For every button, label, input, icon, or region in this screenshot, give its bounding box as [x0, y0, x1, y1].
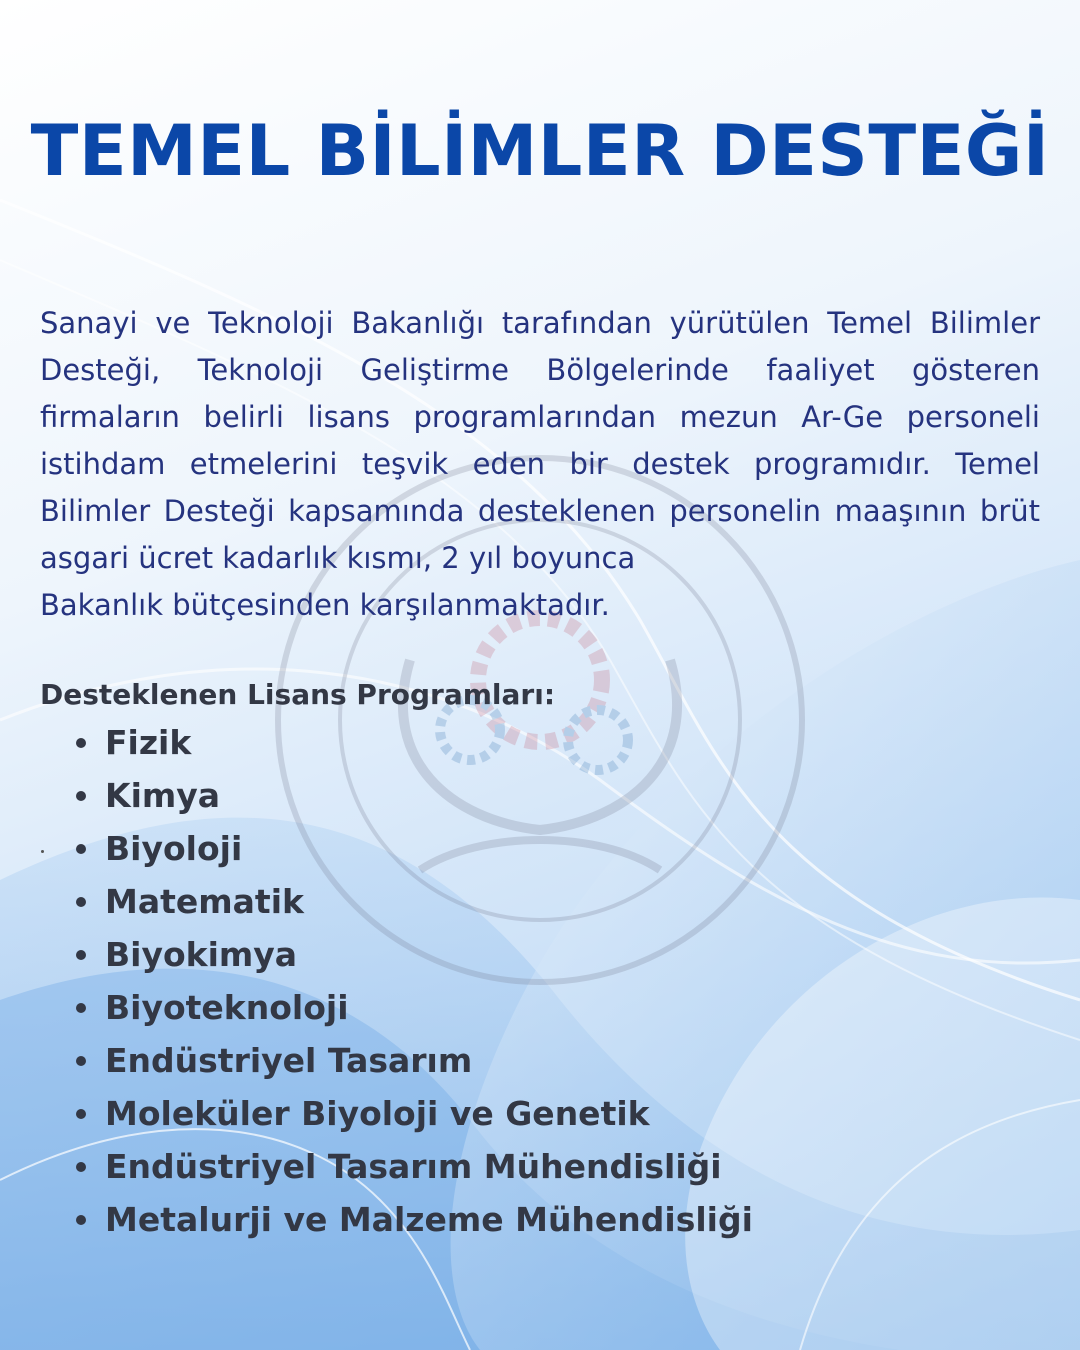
page-title: TEMEL BİLİMLER DESTEĞİ — [30, 110, 1050, 192]
bullet-icon — [76, 1109, 86, 1119]
programs-list — [70, 716, 753, 1246]
program-label: Biyoloji — [105, 829, 243, 868]
list-item — [70, 1034, 753, 1087]
description-paragraph: Sanayi ve Teknoloji Bakanlığı tarafından yürütülen Temel Bilimler Desteği, Teknoloji Geliştirme Bölgelerinde faaliyet gösteren firmaların belirli lisans programlarından mezun Ar-Ge personeli istihdam etmelerini teşvik eden bir destek programıdır. Temel Bilimler Desteği kapsamında desteklenen personelin maaşının brüt asgari ücret kadarlık kısmı, 2 yıl boyunca — [40, 306, 1040, 575]
bullet-icon — [76, 897, 86, 907]
list-item — [70, 1140, 753, 1193]
list-item — [70, 875, 753, 928]
bullet-icon — [76, 791, 86, 801]
program-label: Matematik — [105, 882, 304, 921]
list-item — [70, 822, 753, 875]
program-label: Kimya — [105, 776, 221, 815]
bullet-icon — [76, 1215, 86, 1225]
list-item — [70, 1087, 753, 1140]
program-label: Endüstriyel Tasarım — [105, 1041, 473, 1080]
bullet-icon — [76, 1162, 86, 1172]
bullet-icon — [76, 738, 86, 748]
program-label: Metalurji ve Malzeme Mühendisliği — [105, 1200, 753, 1239]
programs-heading: Desteklenen Lisans Programları: — [40, 678, 556, 711]
description — [40, 300, 1040, 629]
list-item — [70, 716, 753, 769]
list-item — [70, 981, 753, 1034]
bullet-icon — [76, 844, 86, 854]
list-item — [70, 928, 753, 981]
program-label: Biyoteknoloji — [105, 988, 349, 1027]
list-item — [70, 769, 753, 822]
program-label: Fizik — [105, 723, 192, 762]
program-label: Biyokimya — [105, 935, 298, 974]
bullet-icon — [76, 950, 86, 960]
list-item — [70, 1193, 753, 1246]
description-paragraph-end: Bakanlık bütçesinden karşılanmaktadır. — [40, 588, 610, 622]
program-label: Moleküler Biyoloji ve Genetik — [105, 1094, 650, 1133]
bullet-icon — [76, 1003, 86, 1013]
stray-dot — [41, 850, 44, 853]
bullet-icon — [76, 1056, 86, 1066]
program-label: Endüstriyel Tasarım Mühendisliği — [105, 1147, 722, 1186]
